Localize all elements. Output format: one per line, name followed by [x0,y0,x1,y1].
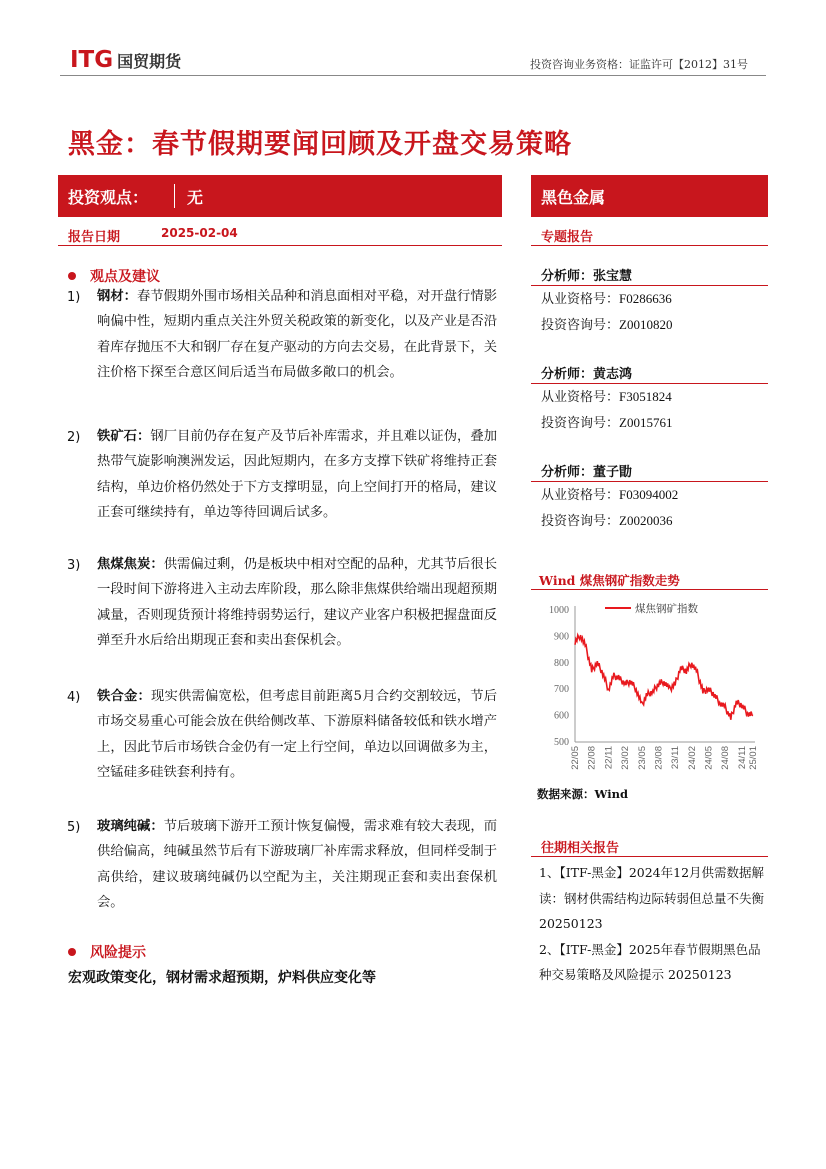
x-tick-label: 22/08 [586,746,598,770]
x-tick-label: 23/02 [620,746,632,770]
sector-bar: 黑色金属 [531,175,768,217]
item-title: 铁合金： [97,689,152,704]
report-title: 黑金：春节假期要闻回顾及开盘交易策略 [68,129,572,160]
qualification-value: F3051824 [619,389,672,404]
item-text [97,684,497,786]
viewpoints-heading [68,266,160,286]
y-tick-label: 600 [554,710,569,722]
consulting-number [531,508,768,534]
consulting-label: 投资咨询号： [541,318,620,333]
qualification-number [531,286,768,312]
related-reports-list [539,860,767,988]
analyst-label: 分析师： [541,465,594,480]
chart-title: Wind 煤焦钢矿指数走势 [531,566,768,590]
x-tick-label: 23/05 [636,746,648,770]
item-title: 钢材： [97,289,138,304]
risk-heading [68,942,146,962]
risk-heading-text: 风险提示 [90,945,146,961]
y-tick-label: 800 [554,657,569,669]
bullet-icon [68,948,76,956]
x-tick-label: 23/11 [670,746,682,770]
item-title: 焦煤焦炭： [97,557,164,572]
bullet-icon [68,272,76,280]
item-text [97,424,497,526]
qualification-value: F0286636 [619,291,672,306]
analyst-name: 黄志鸿 [593,367,633,382]
chart-source: 数据来源：Wind [537,787,628,801]
chart-svg [531,592,768,784]
x-tick-label: 22/11 [603,746,615,770]
qualification-label: 从业资格号： [541,488,620,503]
logo-mark: ITG [70,47,114,73]
x-tick-label: 24/05 [703,746,715,770]
investment-view-bar [58,175,502,217]
report-date-label: 报告日期 [68,230,121,245]
report-date-value: 2025-02-04 [161,226,238,240]
analyst-name-row [531,458,768,482]
index-chart [531,592,768,784]
logo-name: 国贸期货 [117,51,182,71]
item-text [97,284,497,386]
item-body: 节后玻璃下游开工预计恢复偏慢，需求难有较大表现，而供给偏高，纯碱虽然节后有下游玻璃厂补库需求释放，但同样受制于高供给，建议玻璃纯碱仍以空配为主，关注期现正套和卖出套保机会。 [97,819,498,911]
viewpoints-heading-text: 观点及建议 [90,269,160,285]
item-body: 现实供需偏宽松，但考虑目前距离5月合约交割较远，节后市场交易重心可能会放在供给侧改革、下游原料储备较低和铁水增产上，因此节后市场铁合金仍有一定上行空间，单边以回调做多为主，空锰硅多硅铁套利持有。 [97,689,498,781]
header-divider [60,75,766,76]
item-title: 玻璃纯碱： [97,819,164,834]
qualification-label: 从业资格号： [541,292,620,307]
legend-label: 煤焦钢矿指数 [635,603,698,615]
x-tick-label: 24/02 [686,746,698,770]
item-number: 1) [67,290,81,305]
analyst-label: 分析师： [541,367,594,382]
item-body: 春节假期外围市场相关品种和消息面相对平稳，对开盘行情影响偏中性，短期内重点关注外贸关税政策的新变化，以及产业是否沿着库存抛压不大和钢厂存在复产驱动的方向去交易，在此背景下，关注价格下探至合意区间后适当布局做多敞口的机会。 [97,289,498,381]
y-tick-label: 1000 [549,605,569,616]
analyst-name: 张宝慧 [593,269,633,284]
analyst-name: 董子勖 [593,465,633,480]
license-text: 投资咨询业务资格：证监许可【2012】31号 [530,58,748,71]
item-body: 钢厂目前仍存在复产及节后补库需求，并且难以证伪，叠加热带气旋影响澳洲发运，因此短期内，在多方支撑下铁矿将维持正套结构，单边价格仍然处于下方支撑明显，向上空间打开的格局，建议正套可继续持有，单边等待回调后试多。 [97,429,498,521]
item-title: 铁矿石： [97,429,151,444]
analyst-label: 分析师： [541,269,594,284]
analyst-name-row [531,360,768,384]
risk-text: 宏观政策变化，钢材需求超预期，炉料供应变化等 [68,970,376,986]
item-body: 供需偏过剩，仍是板块中相对空配的品种，尤其节后很长一段时间下游将进入主动去库阶段，那么除非焦煤供给端出现超预期减量，否则现货预计将维持弱势运行，建议产业客户积极把握盘面反弹至升水后给出期现正套和卖出套保机会。 [97,557,498,649]
y-tick-label: 500 [554,737,569,748]
analyst-name-row [531,262,768,286]
y-tick-label: 700 [554,684,569,696]
item-number: 4) [67,690,81,705]
x-tick-label: 22/05 [570,746,581,770]
special-report-label: 专题报告 [531,222,768,246]
investment-view-label: 投资观点： [68,187,149,207]
qualification-number [531,482,768,508]
y-tick-label: 900 [554,631,569,643]
item-text [97,814,497,916]
qualification-value: F03094002 [619,487,679,502]
item-text [97,552,497,654]
related-reports-heading: 往期相关报告 [531,833,768,857]
analyst-card [531,360,768,436]
item-number: 2) [67,430,81,445]
related-report-link[interactable]: 2、【ITF-黑金】2025年春节假期黑色品种交易策略及风险提示 20250123 [539,941,761,982]
consulting-number [531,312,768,338]
bar-separator [174,184,175,208]
x-tick-label: 24/11 [736,746,748,770]
item-number: 5) [67,820,81,835]
consulting-label: 投资咨询号： [541,514,620,529]
x-tick-label: 24/08 [720,746,732,770]
company-logo [70,47,181,73]
series-line [575,635,753,720]
item-number: 3) [67,558,81,573]
consulting-number [531,410,768,436]
investment-view-value: 无 [187,187,204,207]
analyst-card [531,458,768,534]
qualification-label: 从业资格号： [541,390,620,405]
consulting-value: Z0015761 [619,415,673,430]
consulting-value: Z0020036 [619,513,673,528]
x-tick-label: 23/08 [653,746,665,770]
consulting-label: 投资咨询号： [541,416,620,431]
analyst-card [531,262,768,338]
qualification-number [531,384,768,410]
x-tick-label: 25/01 [748,746,759,770]
related-report-link[interactable]: 1、【ITF-黑金】2024年12月供需数据解读：钢材供需结构边际转弱但总量不失衡 20250123 [539,865,765,931]
consulting-value: Z0010820 [619,317,673,332]
report-date-row [58,222,502,246]
